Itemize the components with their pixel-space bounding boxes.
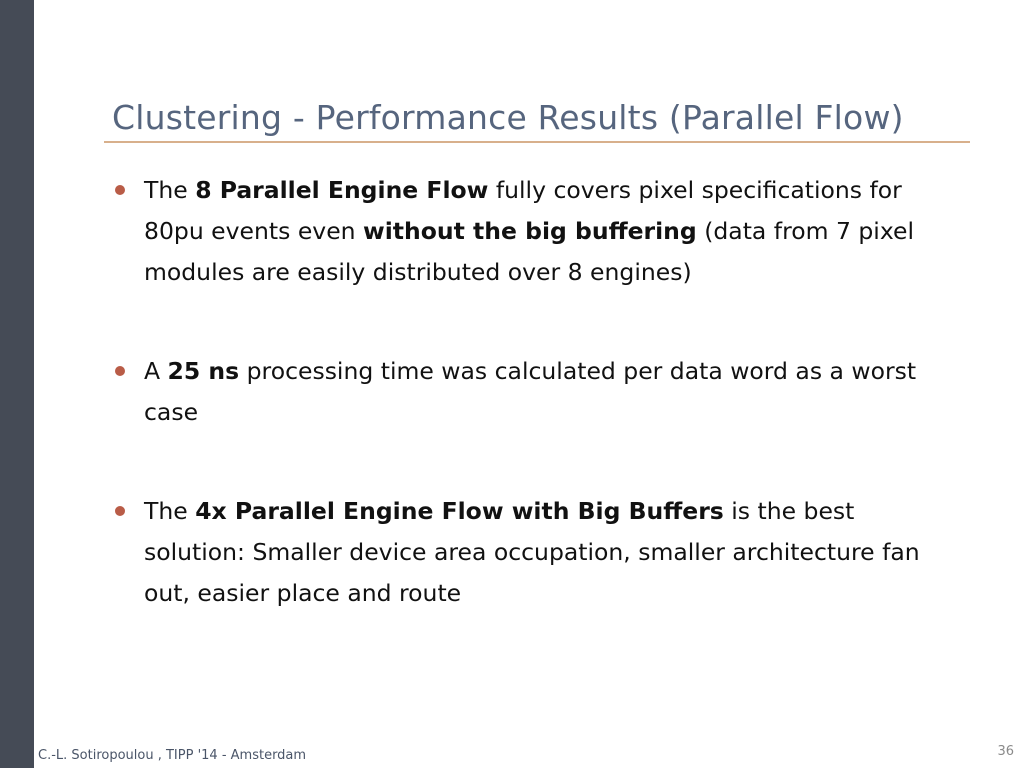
bullet-item [112, 351, 962, 433]
slide-footer: C.-L. Sotiropoulou , TIPP '14 - Amsterdam [38, 748, 307, 763]
bullet-item [112, 170, 962, 293]
bullet-dot-icon [115, 185, 125, 195]
slide-title: Clustering - Performance Results (Parallel Flow) [112, 98, 904, 137]
text-segment: A [144, 357, 168, 385]
title-underline [104, 141, 970, 143]
bullet-text [144, 497, 920, 607]
bullet-text [144, 176, 914, 286]
bullet-dot-icon [115, 506, 125, 516]
bold-segment: 25 ns [167, 357, 240, 385]
page-number: 36 [997, 744, 1014, 759]
bullet-dot-icon [115, 366, 125, 376]
text-segment: The [144, 176, 196, 204]
bullet-item [112, 491, 962, 614]
bullet-list [112, 170, 962, 614]
bold-segment: 4x Parallel Engine Flow with Big Buffers [195, 497, 724, 525]
text-segment: processing time was calculated per data word as a worst case [144, 357, 917, 426]
text-segment: (data from 7 pixel modules are easily distributed over 8 engines) [144, 217, 914, 286]
text-segment: fully covers pixel specifications for 80pu events even [144, 176, 902, 245]
slide-side-bar [0, 0, 34, 768]
bold-segment: 8 Parallel Engine Flow [195, 176, 489, 204]
text-segment: The [144, 497, 196, 525]
bold-segment: without the big buffering [363, 217, 697, 245]
bullet-text [144, 357, 916, 426]
text-segment: is the best solution: Smaller device area occupation, smaller architecture fan out, easier place and route [144, 497, 920, 607]
